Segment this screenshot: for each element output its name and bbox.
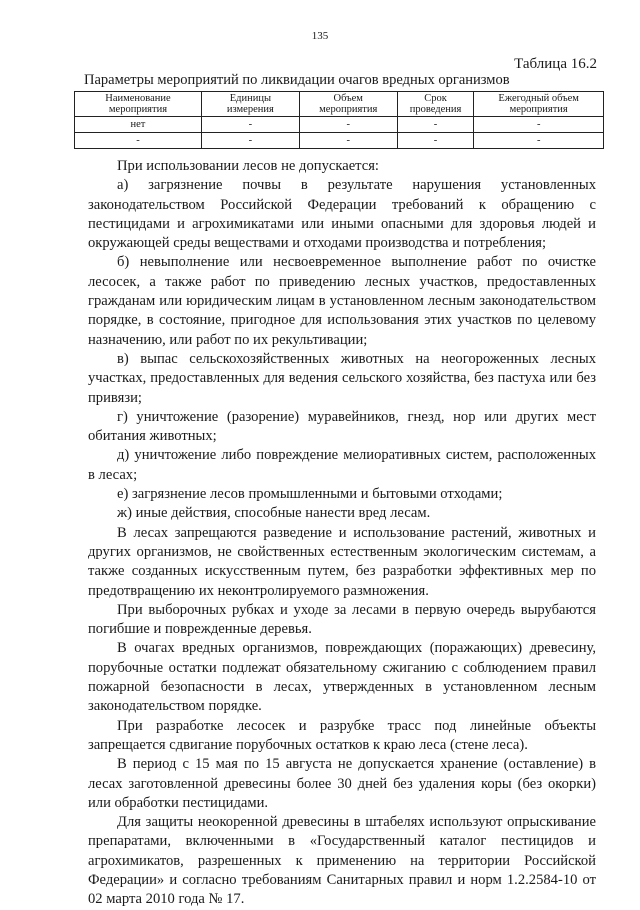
header-line: измерения bbox=[226, 104, 274, 115]
table-cell: - bbox=[201, 117, 299, 133]
paragraph: В очагах вредных организмов, повреждающих (поражающих) древесину, порубочные остатки подлежат обязательному сжиганию с соблюдением правил пожарной безопасности в лесах, утвержденных в установленном лесным законодательством порядке. bbox=[88, 640, 596, 715]
paragraph: В лесах запрещаются разведение и использование растений, животных и других организмов, не свойственных естественным экологическим системам, а также созданных искусственным путем, без разработки эффективных мер по предотвращению их неконтролируемого размножения. bbox=[88, 524, 596, 599]
paragraph: При разработке лесосек и разрубке трасс под линейные объекты запрещается сдвигание порубочных остатков к краю леса (стене леса). bbox=[88, 717, 596, 753]
table-cell: - bbox=[299, 133, 397, 149]
table-header-row bbox=[75, 92, 604, 117]
table-cell: - bbox=[397, 133, 474, 149]
parameters-table bbox=[74, 91, 604, 149]
paragraph: б) невыполнение или несвоевременное выполнение работ по очистке лесосек, а также работ по приведению лесных участков, предоставленных гражданам или юридическим лицам в установленном лесным законодательством порядке, в состояние, пригодное для использования этих участков по целевому назначению, или работ по их рекультивации; bbox=[88, 254, 596, 348]
header-cell-name bbox=[75, 92, 202, 117]
paragraph: д) уничтожение либо повреждение мелиоративных систем, расположенных в лесах; bbox=[88, 447, 596, 483]
header-line: Срок bbox=[424, 92, 447, 104]
header-line: Наименование bbox=[105, 92, 171, 104]
paragraph: ж) иные действия, способные нанести вред лесам. bbox=[117, 505, 431, 522]
header-line: Объем bbox=[333, 92, 363, 104]
header-cell-annual-volume bbox=[474, 92, 604, 117]
table-cell: - bbox=[201, 133, 299, 149]
header-line: проведения bbox=[409, 104, 462, 115]
paragraph: В период с 15 мая по 15 августа не допускается хранение (оставление) в лесах заготовленной древесины более 30 дней без удаления коры (без окорки) или обработки пестицидами. bbox=[88, 756, 596, 811]
paragraph: При выборочных рубках и уходе за лесами в первую очередь вырубаются погибшие и поврежденные деревья. bbox=[88, 601, 596, 638]
header-line: мероприятия bbox=[108, 104, 168, 115]
table-cell: - bbox=[474, 133, 604, 149]
header-line: Единицы bbox=[229, 92, 272, 104]
header-line: мероприятия bbox=[509, 104, 568, 115]
header-cell-volume bbox=[299, 92, 397, 117]
paragraph: г) уничтожение (разорение) муравейников, гнезд, нор или других мест обитания животных; bbox=[88, 408, 596, 445]
page-number: 135 bbox=[311, 30, 329, 42]
table-cell: нет bbox=[75, 117, 202, 133]
paragraph: а) загрязнение почвы в результате нарушения установленных законодательством Российской Федерации требований к обращению с пестицидами и агрохимикатами или иными опасными для здоровья людей и окружающей среды веществами и отходами производства и потребления; bbox=[88, 177, 596, 252]
table-cell: - bbox=[474, 117, 604, 133]
paragraph: Для защиты неокоренной древесины в штабелях используют опрыскивание препаратами, включенными в «Государственный каталог пестицидов и агрохимикатов, разрешенных к применению на территории Российской Федерации» и согласно требованиям Санитарных правил и норм 1.2.2584-10 от 02 марта 2010 года № 17. bbox=[88, 814, 596, 908]
document-body bbox=[88, 157, 596, 910]
table-row bbox=[75, 133, 604, 149]
table-row bbox=[75, 117, 604, 133]
header-cell-term bbox=[397, 92, 474, 117]
paragraph: в) выпас сельскохозяйственных животных на неогороженных лесных участках, предоставленных для ведения сельского хозяйства, без пастуха или без привязи; bbox=[88, 350, 596, 406]
paragraph: е) загрязнение лесов промышленными и бытовыми отходами; bbox=[117, 486, 503, 503]
header-line: мероприятия bbox=[319, 104, 378, 115]
header-cell-units bbox=[201, 92, 299, 117]
table-number: Таблица 16.2 bbox=[514, 56, 597, 72]
table-cell: - bbox=[299, 117, 397, 133]
paragraph: При использовании лесов не допускается: bbox=[117, 158, 379, 174]
table-cell: - bbox=[397, 117, 474, 133]
table-caption: Параметры мероприятий по ликвидации очагов вредных организмов bbox=[84, 72, 510, 88]
header-line: Ежегодный объем bbox=[498, 92, 579, 104]
table-cell: - bbox=[75, 133, 202, 149]
